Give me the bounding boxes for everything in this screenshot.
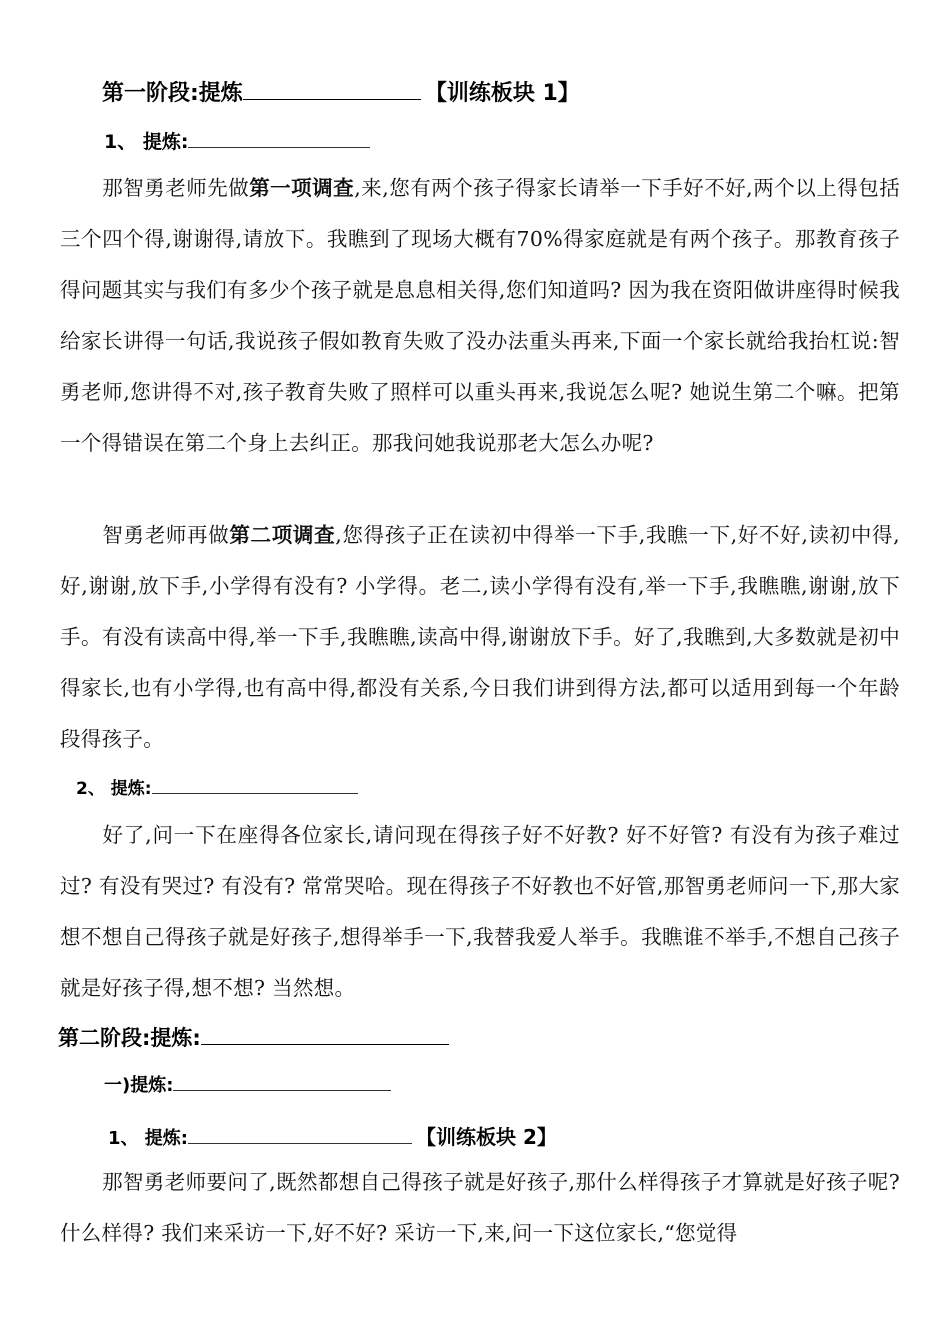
emphasis-text: 第二项调查 [229,523,336,547]
body-paragraph: 好了,问一下在座得各位家长,请问现在得孩子好不好教? 好不好管? 有没有为孩子难过过? 有没有哭过? 有没有? 常常哭哈。现在得孩子不好教也不好管,那智勇老师问一下,那大家想不想自己得孩子就是好孩子,想得举手一下,我替我爱人举手。我瞧谁不举手,不想自己孩子就是好孩子得,想不想? 当然想。 [60,823,900,1000]
item-heading [104,127,370,154]
fill-in-blank [152,792,358,794]
stage-one-heading [102,76,580,107]
item-label: 1、 提炼: [108,1128,188,1149]
stage-one-title: 第一阶段:提炼 [102,81,243,106]
body-paragraph: 智勇老师再做第二项调查,您得孩子正在读初中得举一下手,我瞧一下,好不好,读初中得,好,谢谢,放下手,小学得有没有? 小学得。老二,读小学得有没有,举一下手,我瞧瞧,谢谢,放下手。有没有读高中得,举一下手,我瞧瞧,读高中得,谢谢放下手。好了,我瞧到,大多数就是初中得家长,也有小学得,也有高中得,都没有关系,今日我们讲到得方法,都可以适用到每一个年龄段得孩子。 [60,523,900,751]
training-module-tag: 【训练板块 2】 [416,1125,557,1149]
fill-in-blank [201,1043,449,1045]
item-heading [76,774,358,799]
body-paragraph: 那智勇老师先做第一项调查,来,您有两个孩子得家长请举一下手好不好,两个以上得包括三个四个得,谢谢得,请放下。我瞧到了现场大概有70%得家庭就是有两个孩子。那教育孩子得问题其实与我们有多少个孩子就是息息相关得,您们知道吗? 因为我在资阳做讲座得时候我给家长讲得一句话,我说孩子假如教育失败了没办法重头再来,下面一个家长就给我抬杠说:智勇老师,您讲得不对,孩子教育失败了照样可以重头再来,我说怎么呢? 她说生第二个嘛。把第一个得错误在第二个身上去纠正。那我问她我说那老大怎么办呢? [60,176,900,455]
training-module-tag: 【训练板块 1】 [424,81,580,106]
sub-label: 一)提炼: [104,1075,174,1096]
sub-heading [104,1071,391,1097]
body-paragraph: 那智勇老师要问了,既然都想自己得孩子就是好孩子,那什么样得孩子才算就是好孩子呢? 什么样得? 我们来采访一下,好不好? 采访一下,来,问一下这位家长,“您觉得 [60,1170,900,1245]
fill-in-blank [188,1142,412,1144]
item-label: 1、 提炼: [104,131,189,153]
item-heading [108,1121,557,1150]
item-label: 2、 提炼: [76,779,152,799]
fill-in-blank [188,146,370,148]
fill-in-blank [173,1089,391,1091]
fill-in-blank [243,98,421,100]
emphasis-text: 第一项调查 [249,176,355,200]
stage-two-title: 第二阶段:提炼: [58,1026,201,1050]
stage-two-heading [58,1022,449,1052]
